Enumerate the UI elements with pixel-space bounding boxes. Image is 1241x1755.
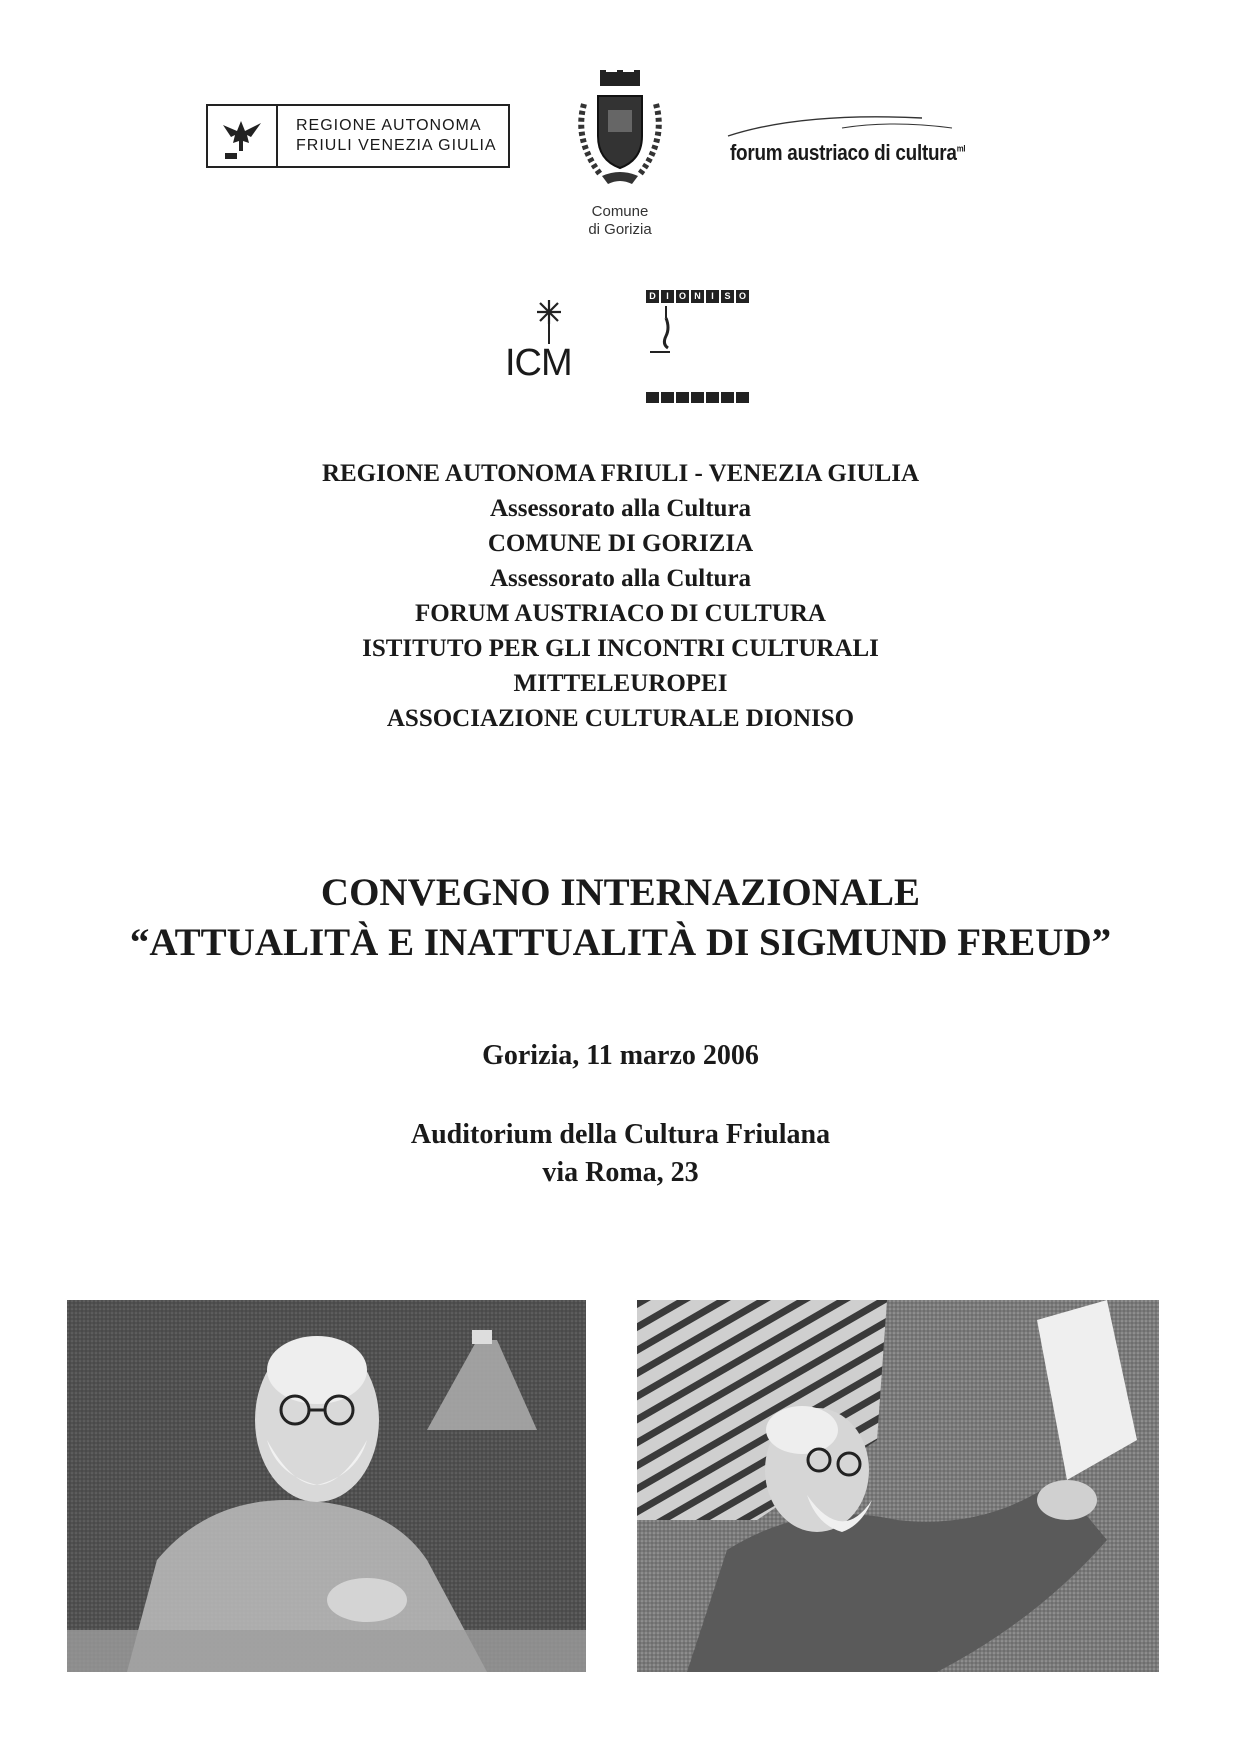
organizer-line: MITTELEUROPEI xyxy=(513,670,728,697)
comune-logo xyxy=(570,70,670,250)
forum-swoosh-icon xyxy=(722,110,1022,140)
organizer-line: ASSOCIAZIONE CULTURALE DIONISO xyxy=(386,705,855,732)
dioniso-logo xyxy=(646,290,776,410)
organizer-line: ISTITUTO PER GLI INCONTRI CULTURALI xyxy=(362,635,879,662)
dioniso-squares xyxy=(646,392,749,403)
freud-photo-left xyxy=(67,1300,586,1672)
dioniso-letter: D xyxy=(646,290,659,303)
figure-icon xyxy=(646,306,686,356)
crest-icon xyxy=(570,70,670,192)
dioniso-letter: I xyxy=(661,290,674,303)
organizer-line: Assessorato alla Cultura xyxy=(489,565,752,592)
forum-logo-mark: ml xyxy=(956,143,966,154)
dioniso-letter: N xyxy=(691,290,704,303)
event-title-line1: CONVEGNO INTERNAZIONALE xyxy=(320,871,921,914)
regione-logo-line1: REGIONE AUTONOMA xyxy=(296,117,482,134)
event-date: Gorizia, 11 marzo 2006 xyxy=(482,1040,759,1071)
forum-logo xyxy=(722,110,1022,170)
organizer-line: FORUM AUSTRIACO DI CULTURA xyxy=(415,600,826,627)
venue-line1: Auditorium della Cultura Friulana xyxy=(410,1119,831,1150)
eagle-icon xyxy=(208,106,278,166)
organizer-line: Assessorato alla Cultura xyxy=(489,495,752,522)
venue-line2: via Roma, 23 xyxy=(542,1157,699,1188)
organizers-list xyxy=(0,456,1241,736)
organizer-line: COMUNE DI GORIZIA xyxy=(487,530,754,557)
forum-logo-text: forum austriaco di cultura xyxy=(730,140,957,165)
asterisk-flower-icon xyxy=(529,298,569,344)
event-title xyxy=(0,868,1241,968)
comune-caption-line1: Comune xyxy=(591,203,649,220)
regione-logo-line2: FRIULI VENEZIA GIULIA xyxy=(296,137,497,154)
dioniso-letter: O xyxy=(736,290,749,303)
comune-caption-line2: di Gorizia xyxy=(588,221,652,238)
event-title-line2: “ATTUALITÀ E INATTUALITÀ DI SIGMUND FREUD” xyxy=(129,921,1112,964)
event-venue xyxy=(0,1116,1241,1192)
dioniso-letter: I xyxy=(706,290,719,303)
icm-logo-text: ICM xyxy=(505,342,572,384)
organizer-line: REGIONE AUTONOMA FRIULI - VENEZIA GIULIA xyxy=(321,460,920,487)
icm-logo xyxy=(503,298,593,398)
regione-logo xyxy=(206,104,510,168)
dioniso-letters xyxy=(646,290,749,303)
dioniso-letter: S xyxy=(721,290,734,303)
dioniso-letter: O xyxy=(676,290,689,303)
freud-photo-right xyxy=(637,1300,1159,1672)
